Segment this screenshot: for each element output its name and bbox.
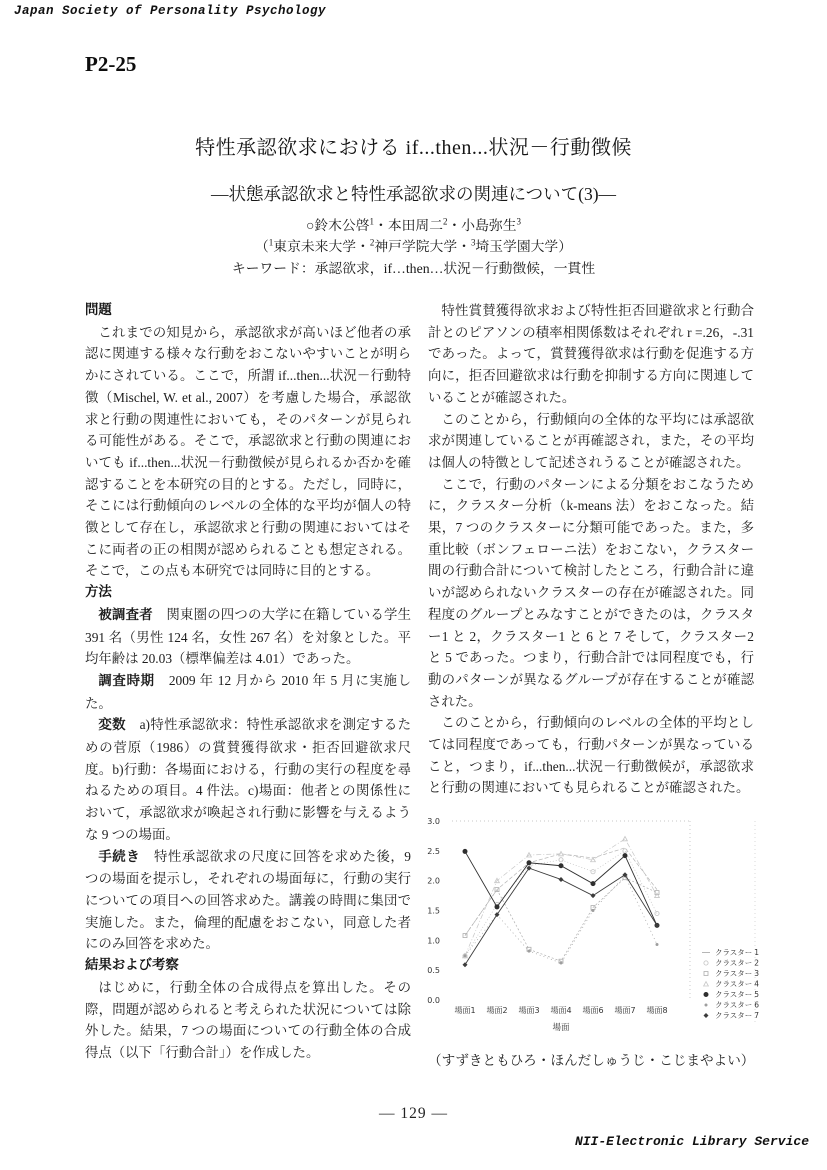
y-tick-label: 2.0 [427,876,440,886]
paragraph: 特性賞賛獲得欲求および特性拒否回避欲求と行動合計とのピアソンの積率相関係数はそれぞれ r =.26，-.31 であった。よって，賞賛獲得欲求は行動を促進する方向に，拒否回避欲求は行動を抑制する方向に関連していることが確認された。 [428,303,754,405]
x-tick-label: 場面7 [614,1006,636,1016]
text-segment: ○鈴木公啓 [306,218,370,233]
data-point-marker [464,955,466,957]
cluster-line-chart-figure [422,807,759,1046]
y-tick-label: 0.5 [427,966,440,976]
nii-service-footer: NII-Electronic Library Service [574,1134,809,1149]
x-axis-title: 場面 [552,1023,570,1034]
superscript: 3 [516,216,521,227]
x-tick-label: 場面1 [454,1006,476,1016]
paragraph: このことから，行動傾向の全体的な平均には承認欲求が関連していることが再確認され，また，その平均は個人の特徴として記述されうることが確認された。 [428,411,754,470]
section-heading: 問題 [85,303,112,318]
data-point-marker [495,905,499,909]
data-point-marker [527,861,531,865]
legend-number: 6 [754,1000,759,1010]
legend-number: 3 [754,969,759,979]
x-tick-label: 場面6 [582,1006,604,1016]
paragraph: ここで，行動のパターンによる分類をおこなうために，クラスター分析（k-means 法）をおこなった。結果，7 つのクラスターに分類可能であった。また，多重比較（ボンフェローニ法）をおこない，クラスター間の行動合計について検討したところ，行動合計に違いが認められないクラスターの存在が確認された。同程度のグループとみなすことができたのは，クラスター1 と 2，クラスター1 と 6 と 7 そして，クラスター2 と 5 であった。つまり，行動合計では同程度でも，行動のパターンが異なるグループが存在することが確認された。 [428,476,754,709]
data-point-marker [705,1004,707,1006]
y-tick-label: 3.0 [427,817,440,827]
paragraph: これまでの知見から，承認欲求が高いほど他者の承認に関連する様々な行動をおこないやすいことが明らかにされている。ここで，所謂 if...then...状況－行動特徴（Mischel, W. et al., 2007）を考慮した場合，承認欲求と行動の関連性においても，そのパターンが見られる可能性がある。そこで，承認欲求と行動の関連においても if...then...状況－行動徴候が見られるか否かを確認することを本研究の目的とする。ただし，同時に，そこには行動傾向のレベルの全体的な平均が個人の特徴として存在し，承認欲求と行動の関連においてはそこに両者の正の相関が認められることも想定される。そこで，この点も本研究では同時に目的とする。 [85,324,411,579]
legend-number: 2 [754,958,759,968]
data-point-marker [559,877,564,882]
data-point-marker [591,882,595,886]
y-tick-label: 1.0 [427,936,440,946]
data-point-marker [495,912,500,917]
section-heading: 結果および考察 [85,958,179,974]
text-segment: 埼玉学園大学） [475,239,573,254]
paragraph-lead: 変数 [98,718,126,734]
paragraph: 被調査者 関東圏の四つの大学に在籍している学生391 名（男性 124 名，女性 267 名）を対象とした。平均年齢は 20.03（標準偏差は 4.01）であった。 [85,606,412,667]
data-point-marker [623,837,628,841]
legend-label: クラスター [715,1000,753,1010]
right-column [427,300,759,1072]
superscript: 2 [443,216,448,227]
affiliations-line [0,235,827,255]
paragraph: 手続き 特性承認欲求の尺度に回答を求めた後，9 つの場面を提示し，それぞれの場面毎に，行動の実行についての項目への回答求めた。講義の時間に集団で実施した。また，倫理的配慮をおこない，同意した者にのみ回答を求めた。 [85,848,411,952]
text-segment: ・小島弥生 [447,218,517,233]
text-segment: （ [254,239,269,254]
data-point-marker [656,944,658,946]
data-point-marker [463,962,468,967]
paragraph: このことから，行動傾向のレベルの全体的平均としては同程度であっても，行動パターンが異なっていること，つまり，if...then...状況－行動徴候が，承認欲求と行動の関連においても見られることが確認された。 [428,715,754,796]
text-segment: ・本田周二 [374,218,444,233]
data-point-marker [704,1013,709,1018]
x-tick-label: 場面3 [518,1006,540,1016]
legend-number: 5 [754,990,759,1000]
data-point-marker [592,910,594,912]
x-tick-label: 場面2 [486,1006,508,1016]
text-segment: 神戸学院大学・ [374,239,471,254]
x-tick-label: 場面4 [550,1006,572,1016]
y-tick-label: 1.5 [427,906,440,916]
paragraph: はじめに，行動全体の合成得点を算出した。その際，問題が認められると考えられた状況については除外した。結果，7 つの場面についての行動全体の合成得点（以下「行動合計」）を作成した。 [85,979,411,1060]
superscript: 1 [268,237,274,248]
legend-label: クラスター [715,948,753,958]
legend-number: 7 [754,1011,759,1021]
data-point-marker [591,893,596,898]
data-point-marker [704,961,708,965]
left-column [85,300,411,1064]
data-point-marker [559,864,563,868]
data-point-marker [704,982,709,986]
paragraph: 調査時期 2009 年 12 月から 2010 年 5 月に実施した。 [85,672,411,711]
data-point-marker [528,950,530,952]
paragraph-lead: 手続き [98,849,141,865]
paragraph-lead: 調査時期 [98,673,155,689]
data-point-marker [463,850,467,854]
superscript: 3 [470,237,476,248]
data-point-marker [623,849,627,853]
superscript: 2 [369,237,375,248]
y-tick-label: 0.0 [427,996,440,1006]
legend-number: 1 [754,948,759,958]
legend-label: クラスター [715,1011,753,1021]
data-point-marker [704,993,708,997]
legend-label: クラスター [715,958,753,968]
y-tick-label: 2.5 [427,847,440,857]
text-segment: 東京未来大学・ [273,239,370,254]
section-heading: 方法 [85,585,112,601]
x-tick-label: 場面8 [646,1006,668,1016]
society-header: Japan Society of Personality Psychology [14,4,327,18]
figure-caption: （すずきともひろ・ほんだしゅうじ・こじまやよい） [428,1052,755,1068]
data-point-marker [655,912,659,916]
paper-title: 特性承認欲求における if...then...状況－行動徴候 [195,137,632,159]
series-line [465,848,657,936]
legend-number: 4 [754,979,759,989]
paragraph: 変数 a)特性承認欲求：特性承認欲求を測定するための菅原（1986）の賞賛獲得欲求・拒否回避欲求尺度。b)行動：各場面における，行動の実行の程度を尋ねるための項目。4 件法。c)場面：他者との関係性において，承認欲求が喚起され行動に影響を与えるような 9 つの場面。 [85,717,412,842]
page-number: — 129 — [379,1105,448,1122]
data-point-marker [560,962,562,964]
series-line [465,868,657,965]
superscript: 1 [369,216,375,227]
data-point-marker [704,972,708,976]
paper-subtitle: ―状態承認欲求と特性承認欲求の関連について(3)― [210,184,617,204]
keywords-line: キーワード：承認欲求，if…then…状況－行動徴候，一貫性 [231,261,596,276]
cluster-line-chart [422,807,762,1039]
legend-label: クラスター [715,990,753,1000]
paragraph-lead: 被調査者 [98,607,153,623]
data-point-marker [623,854,627,858]
legend-label: クラスター [715,969,753,979]
poster-id: P2-25 [85,52,137,76]
legend-label: クラスター [715,979,753,989]
authors-line [0,214,827,234]
